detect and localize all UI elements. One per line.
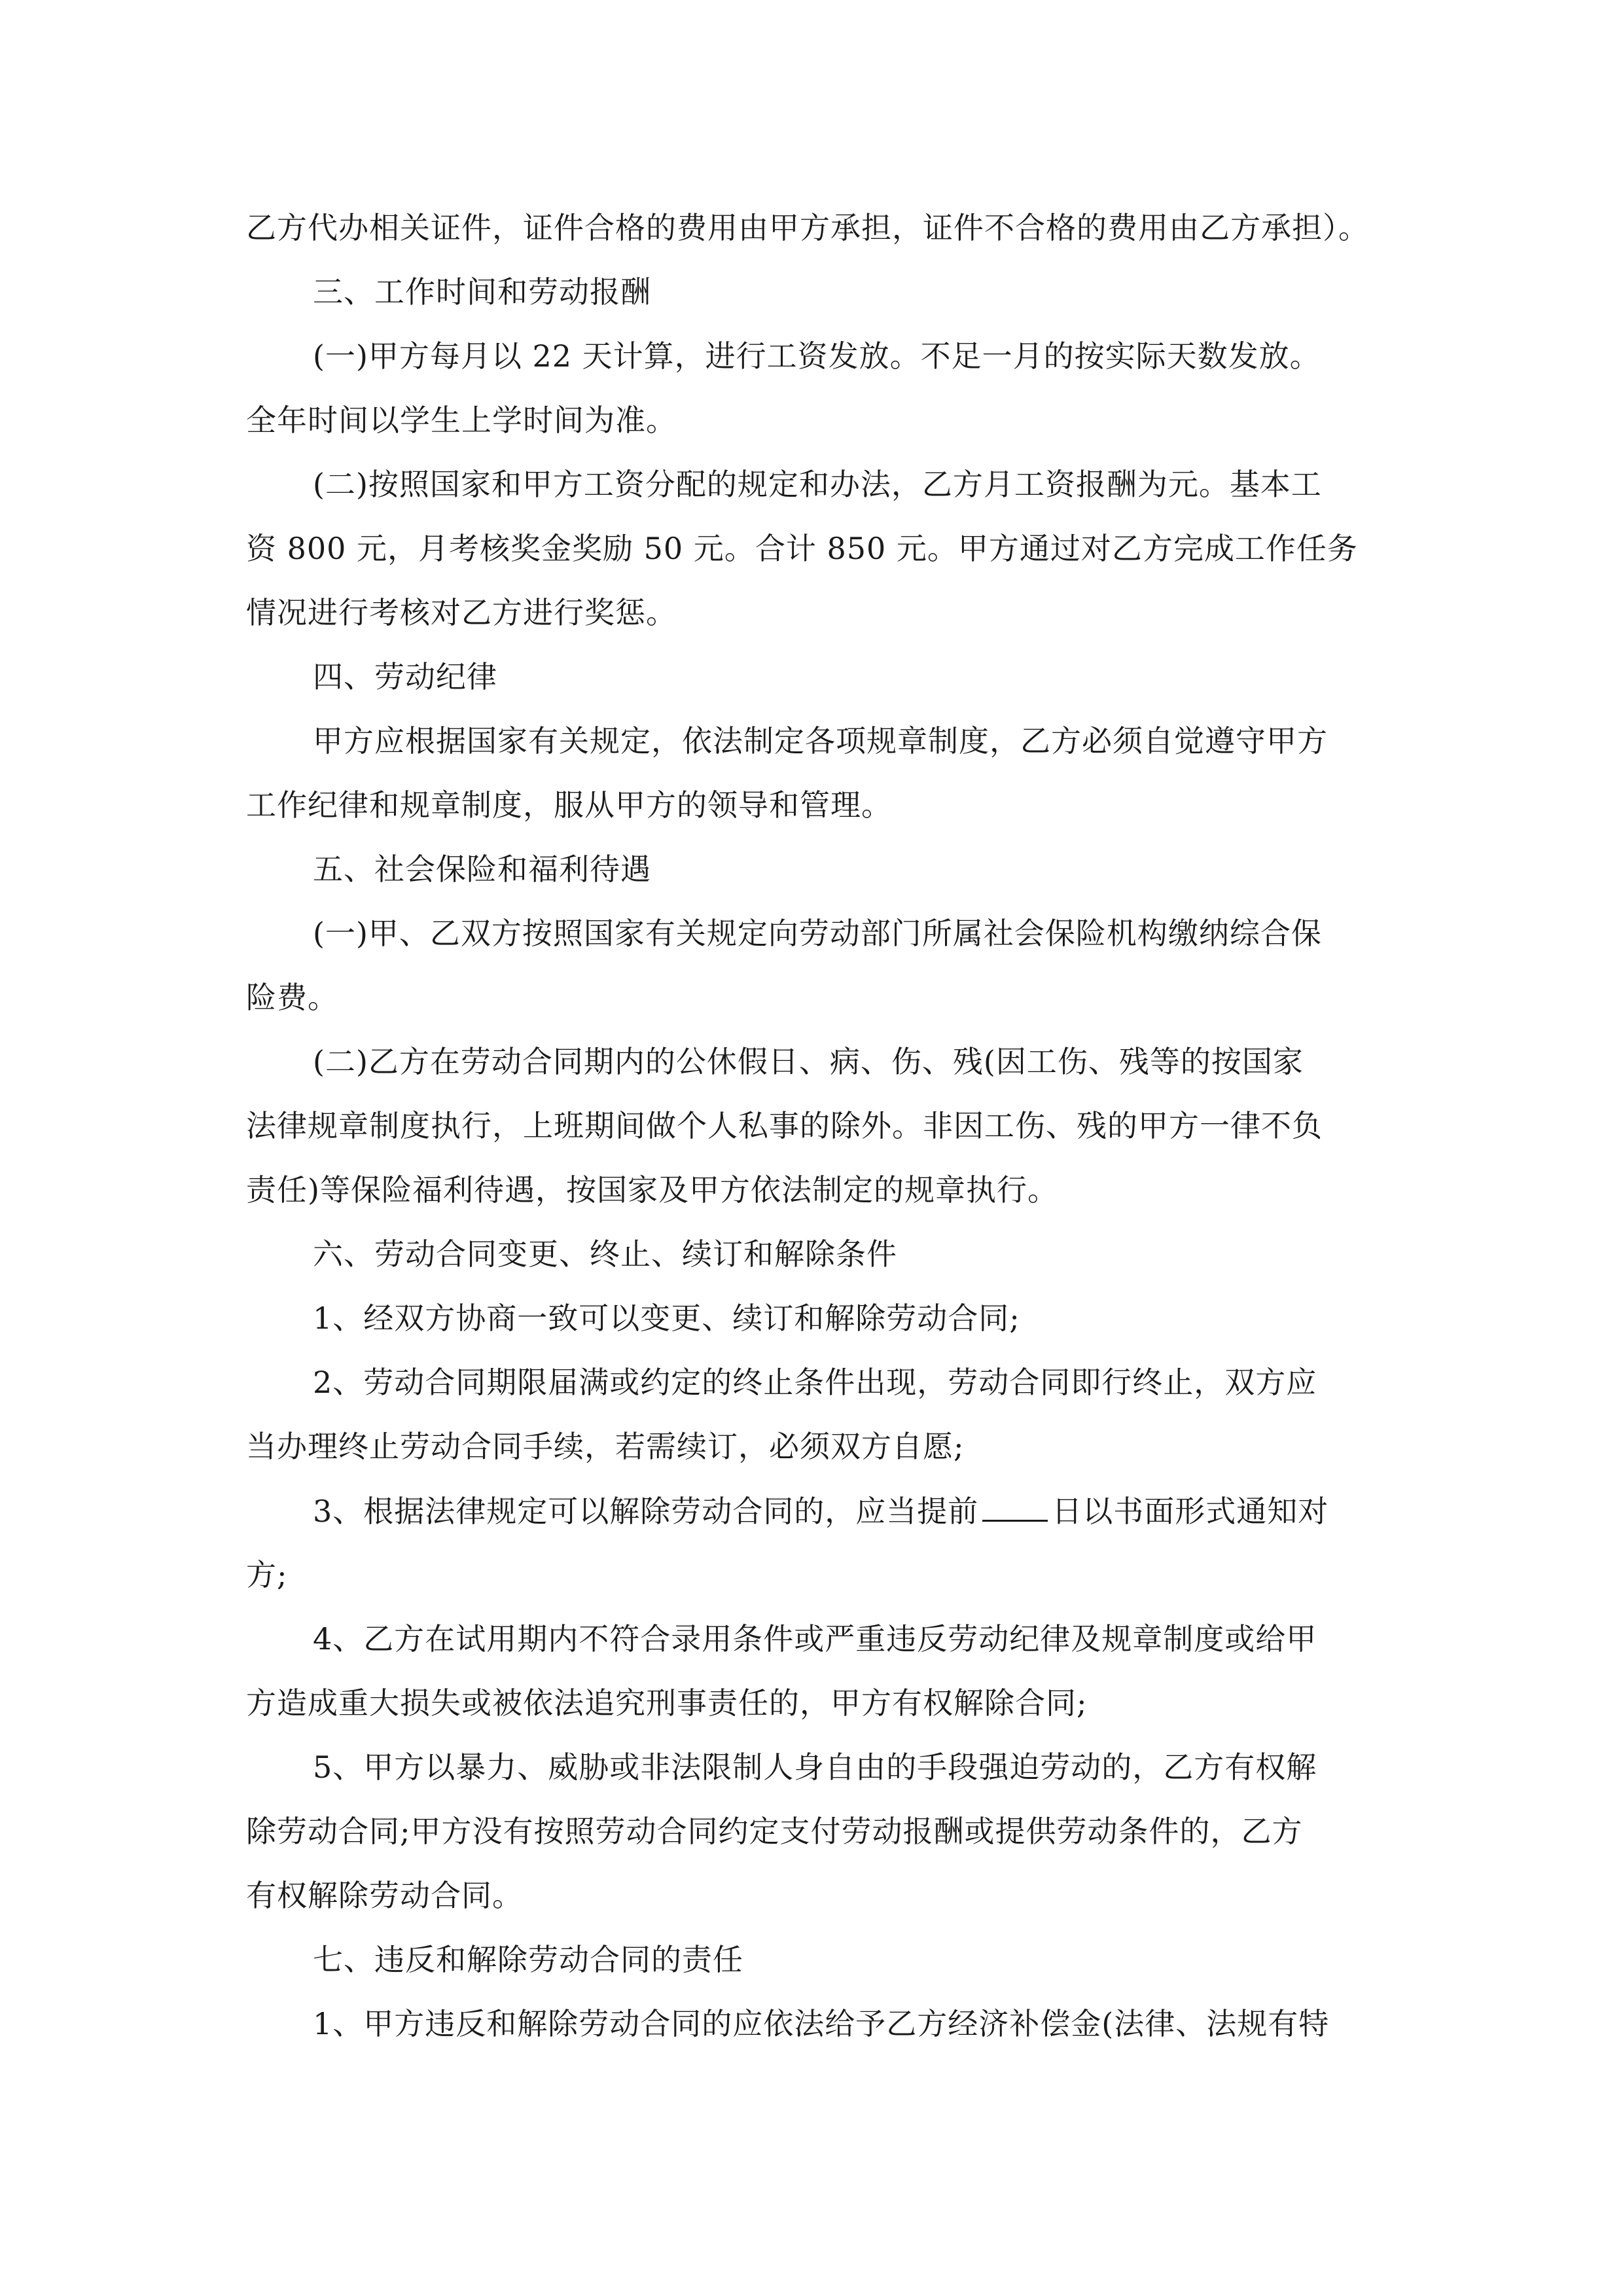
section-heading: 六、劳动合同变更、终止、续订和解除条件 — [313, 1236, 897, 1272]
paragraph-line: 乙方代办相关证件，证件合格的费用由甲方承担，证件不合格的费用由乙方承担）。 — [246, 210, 1369, 245]
paragraph-line: 除劳动合同;甲方没有按照劳动合同约定支付劳动报酬或提供劳动条件的，乙方 — [246, 1814, 1303, 1849]
paragraph-line: (一)甲、乙双方按照国家有关规定向劳动部门所属社会保险机构缴纳综合保 — [313, 916, 1322, 951]
paragraph-line: 4、乙方在试用期内不符合录用条件或严重违反劳动纪律及规章制度或给甲 — [313, 1621, 1317, 1657]
section-heading: 三、工作时间和劳动报酬 — [313, 274, 651, 310]
paragraph-line: 5、甲方以暴力、威胁或非法限制人身自由的手段强迫劳动的，乙方有权解 — [313, 1749, 1317, 1785]
paragraph-line: 法律规章制度执行，上班期间做个人私事的除外。非因工伤、残的甲方一律不负 — [246, 1108, 1323, 1143]
paragraph-line: 1、经双方协商一致可以变更、续订和解除劳动合同; — [313, 1300, 1020, 1336]
paragraph-line: 全年时间以学生上学时间为准。 — [246, 403, 677, 438]
paragraph-line: 有权解除劳动合同。 — [246, 1878, 523, 1913]
paragraph-line: (一)甲方每月以 22 天计算，进行工资发放。不足一月的按实际天数发放。 — [313, 338, 1321, 374]
paragraph-line: (二)乙方在劳动合同期内的公休假日、病、伤、残(因工伤、残等的按国家 — [313, 1044, 1304, 1079]
fill-in-blank — [982, 1491, 1048, 1522]
paragraph-line: 工作纪律和规章制度，服从甲方的领导和管理。 — [246, 787, 892, 823]
paragraph-line: (二)按照国家和甲方工资分配的规定和办法，乙方月工资报酬为元。基本工 — [313, 467, 1322, 502]
section-heading: 四、劳动纪律 — [313, 659, 497, 694]
paragraph-line: 方造成重大损失或被依法追究刑事责任的，甲方有权解除合同; — [246, 1685, 1088, 1721]
paragraph-line: 责任)等保险福利待遇，按国家及甲方依法制定的规章执行。 — [246, 1172, 1058, 1208]
paragraph-line: 当办理终止劳动合同手续，若需续订，必须双方自愿; — [246, 1429, 965, 1464]
paragraph-line: 资 800 元，月考核奖金奖励 50 元。合计 850 元。甲方通过对乙方完成工作任务 — [246, 531, 1358, 566]
section-heading: 七、违反和解除劳动合同的责任 — [313, 1942, 743, 1977]
paragraph-line: 方; — [246, 1557, 288, 1592]
paragraph-line: 1、甲方违反和解除劳动合同的应依法给予乙方经济补偿金(法律、法规有特 — [313, 2006, 1330, 2041]
line-text-before-blank: 3、根据法律规定可以解除劳动合同的，应当提前 — [313, 1494, 979, 1529]
paragraph-line: 2、劳动合同期限届满或约定的终止条件出现，劳动合同即行终止，双方应 — [313, 1365, 1317, 1400]
paragraph-line: 甲方应根据国家有关规定，依法制定各项规章制度，乙方必须自觉遵守甲方 — [313, 723, 1328, 759]
paragraph-line: 情况进行考核对乙方进行奖惩。 — [246, 595, 677, 630]
line-text-after-blank: 日以书面形式通知对 — [1052, 1494, 1329, 1529]
paragraph-line: 险费。 — [246, 980, 338, 1015]
paragraph-line-with-blank — [313, 1491, 1623, 1530]
section-heading: 五、社会保险和福利待遇 — [313, 852, 651, 887]
